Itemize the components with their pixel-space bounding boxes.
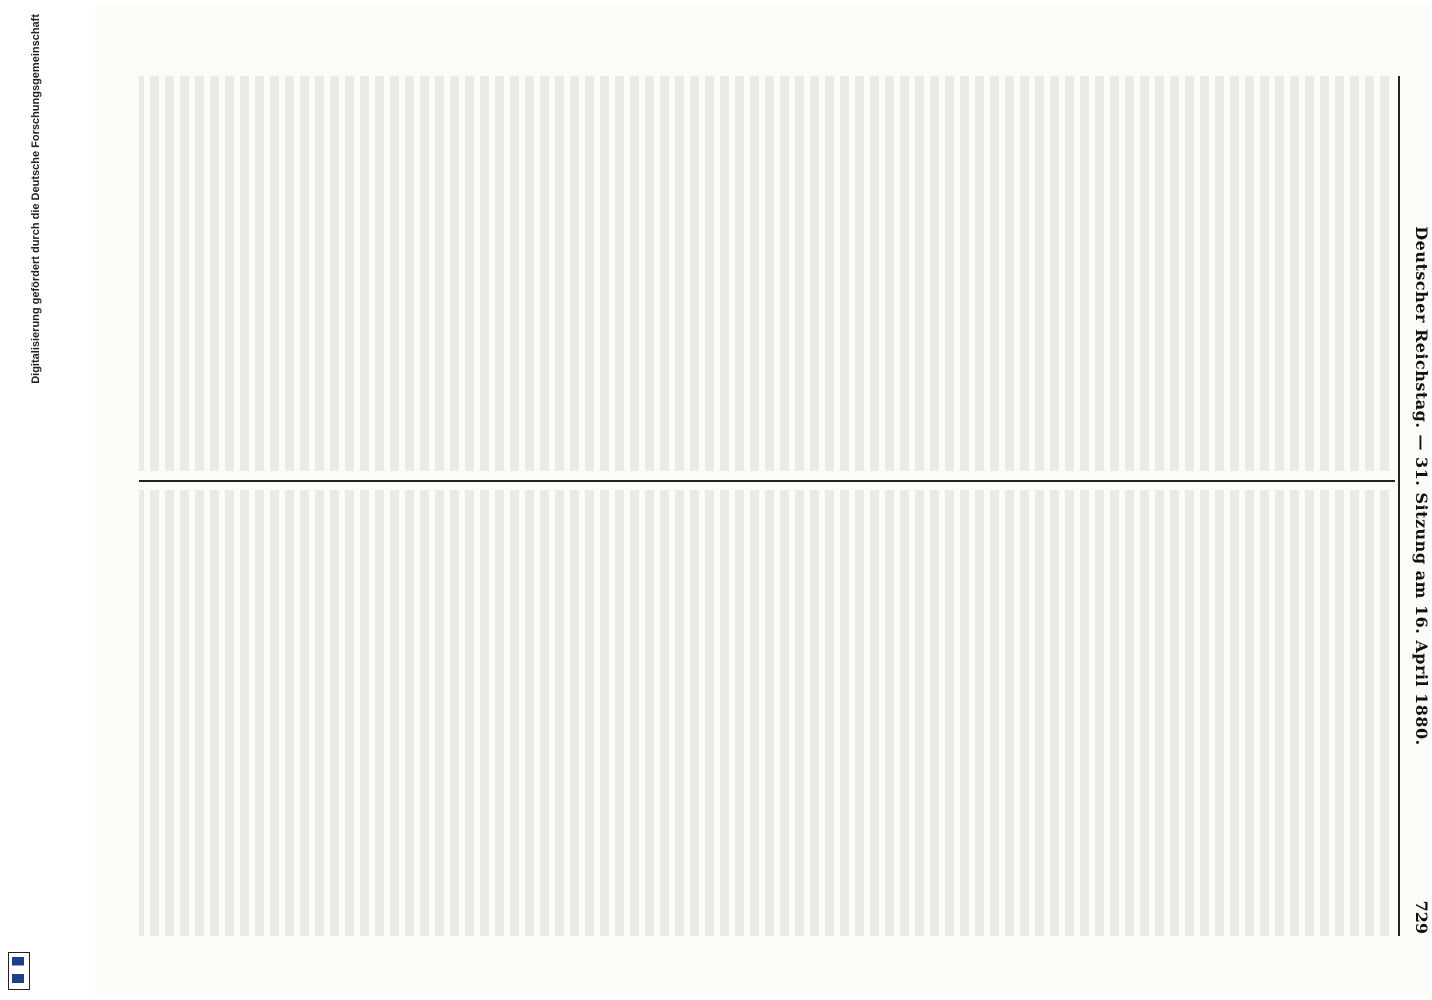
text-column-left	[139, 76, 1389, 471]
text-column-right	[139, 490, 1389, 936]
running-header: Deutscher Reichstag. — 31. Sitzung am 16. April 1880.	[1412, 226, 1431, 746]
column-divider	[139, 480, 1395, 482]
header-rule	[1398, 76, 1400, 936]
page-number: 729	[1412, 900, 1431, 934]
dfg-logo-mark	[12, 957, 24, 983]
digitization-credit-text: Digitalisierung gefördert durch die Deutsche Forschungsgemeinschaft	[30, 14, 42, 384]
scanned-sheet	[95, 6, 1430, 996]
dfg-logo-icon	[8, 952, 30, 990]
digitization-credit	[20, 14, 75, 986]
rotated-page-frame	[95, 6, 1432, 1000]
